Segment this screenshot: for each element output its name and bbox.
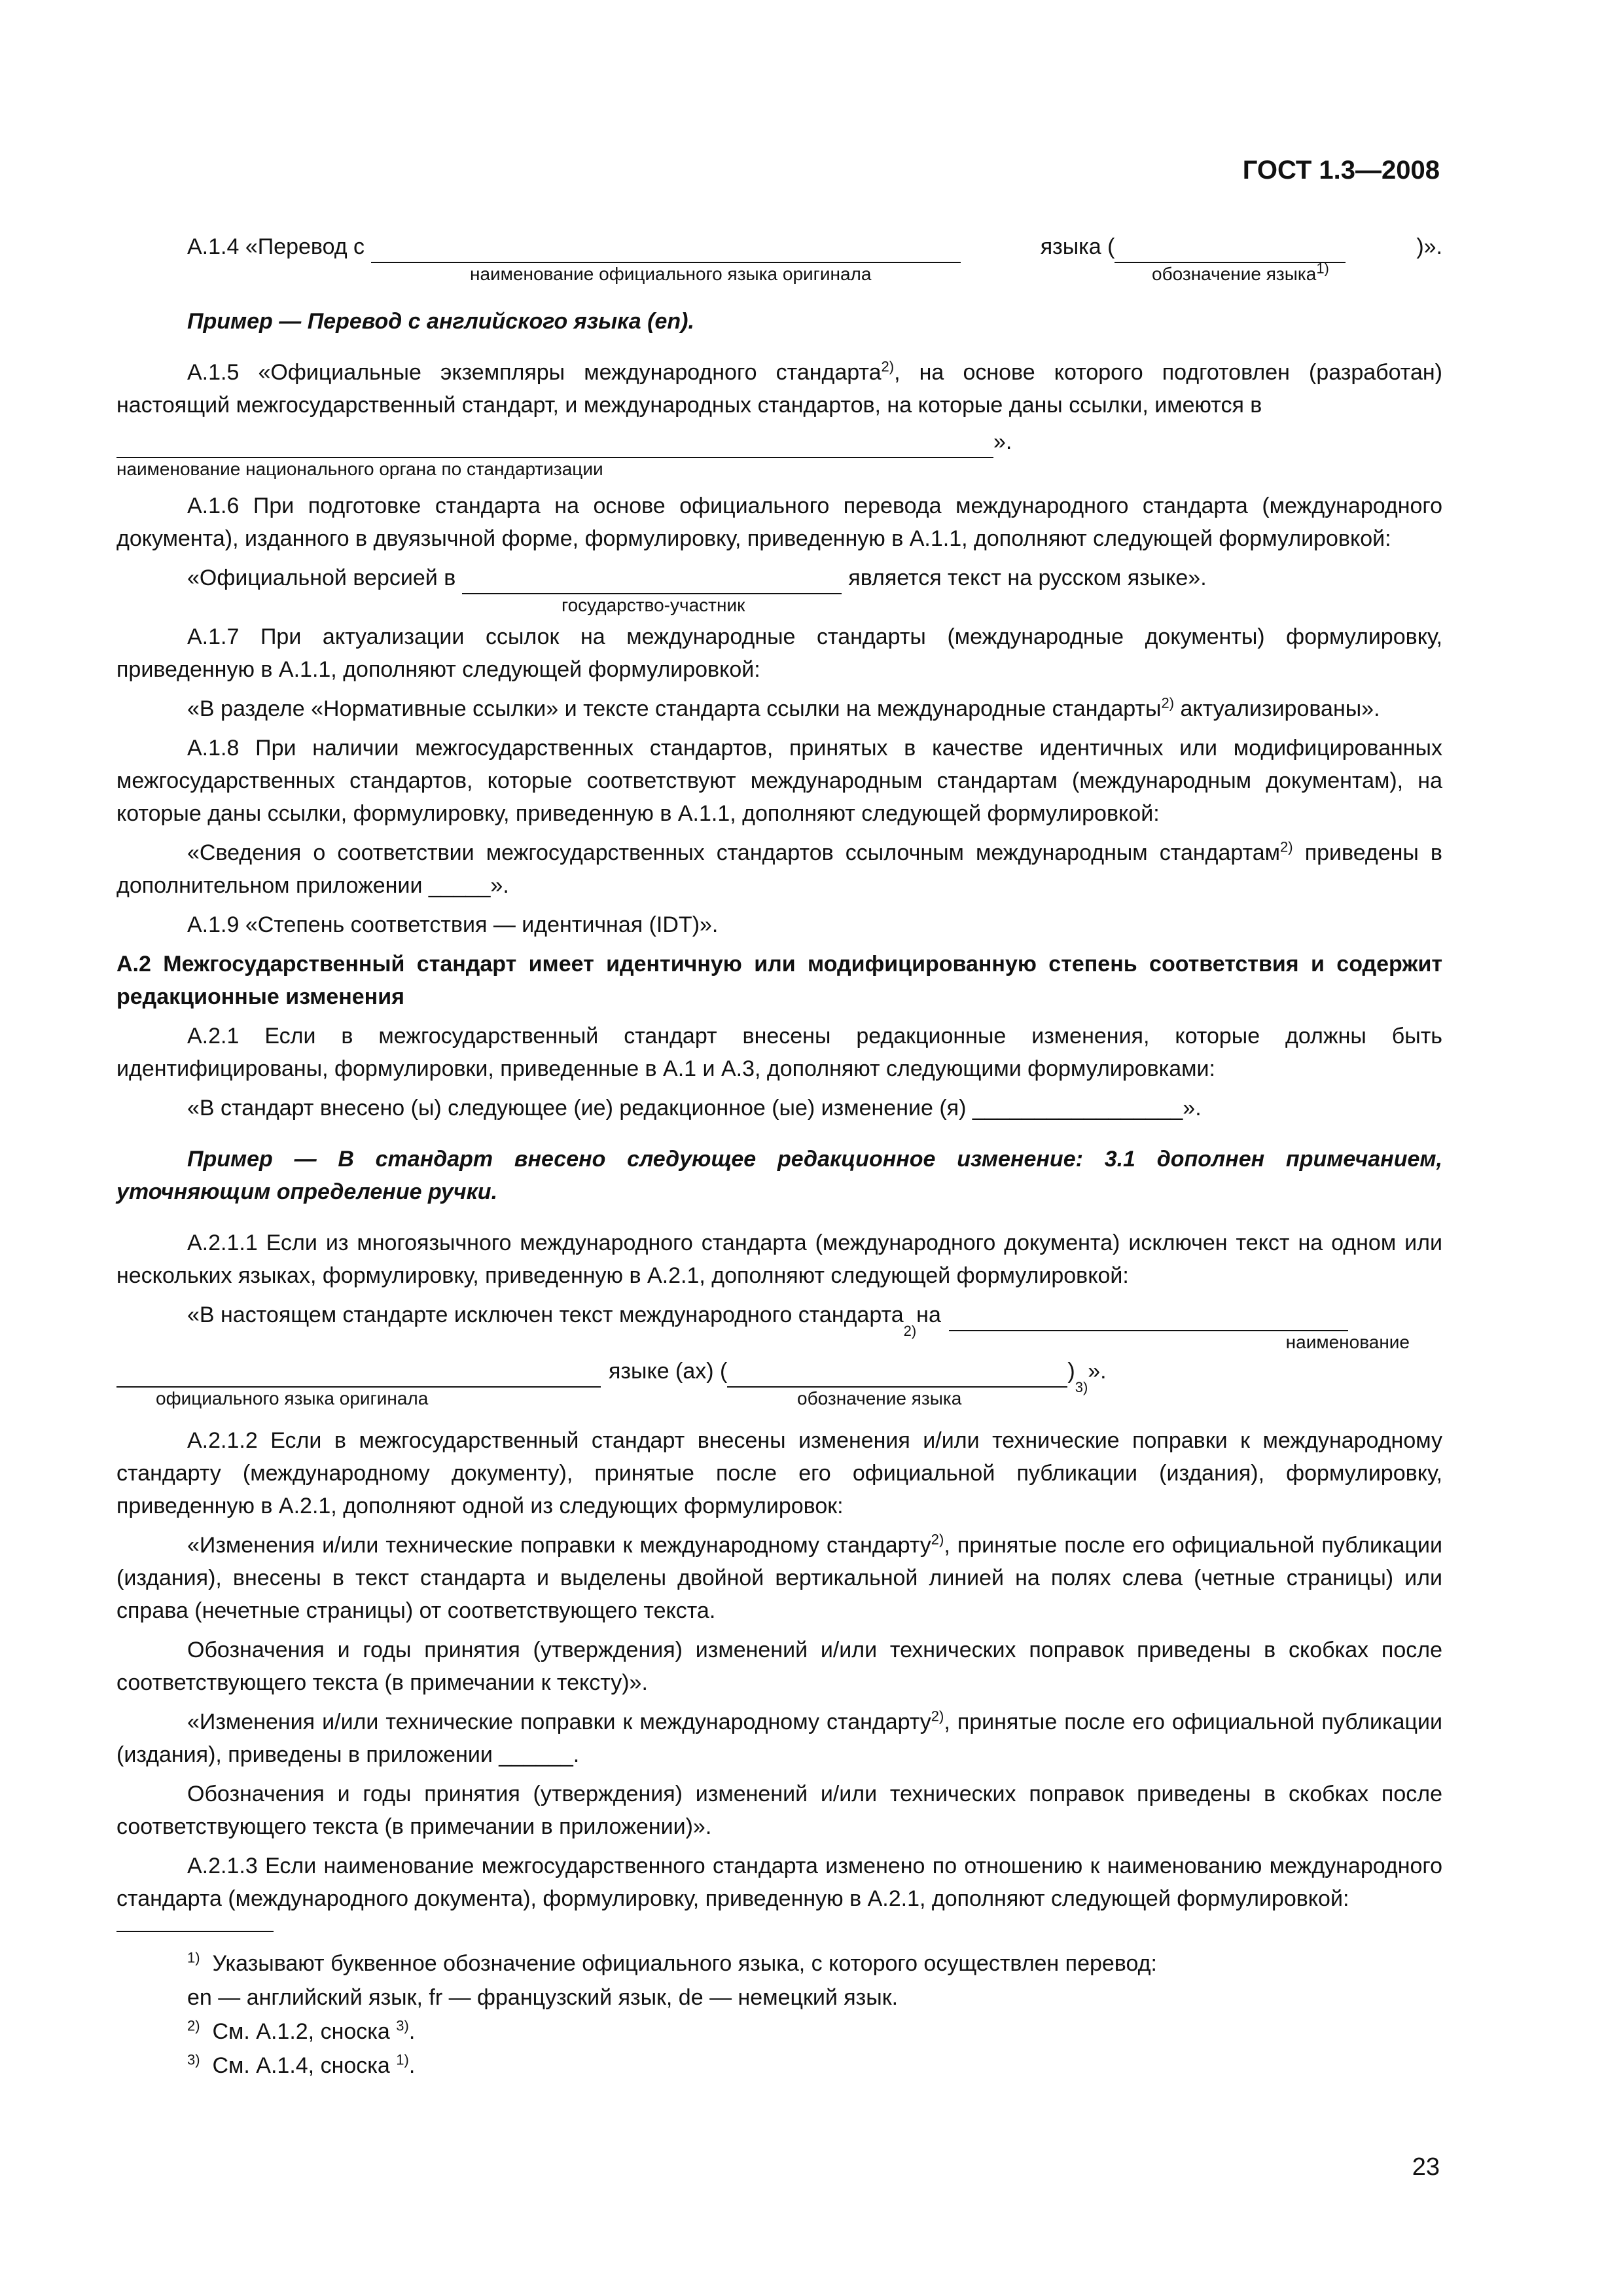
clause-a212: А.2.1.2 Если в межгосударственный стандарт внесены изменения и/или технические поправки к международному стандарту (международному документу), принятые после его официальной публикации (издания), формулировку, приведенную в А.2.1, дополняют одной из следующих формулировок: xyxy=(116,1428,1442,1518)
a15-blank-row: ». xyxy=(116,425,1442,458)
footnote-ref: 1) xyxy=(1316,260,1329,277)
clause-a21: А.2.1 Если в межгосударственный стандарт внесены редакционные изменения, которые должны быть идентифицированы, формулировки, приведенные в А.1 и А.3, дополняют следующими формулировками: xyxy=(116,1024,1442,1081)
main-content xyxy=(116,230,1442,1922)
clause-a212-q2c: Обозначения и годы принятия (утверждения) изменений и/или технических поправок приведены в скобках после соответствующего текста (в примечании в приложении)». xyxy=(116,1782,1442,1839)
page-number: 23 xyxy=(1412,2153,1440,2181)
clause-a15: А.1.5 «Официальные экземпляры международного стандарта$^{2)}$, на основе которого подготовлен (разработан) настоящий межгосударственный стандарт, и международных стандартов, на которые даны ссылки, имеются в xyxy=(116,358,1442,418)
footnote-1b: en — английский язык, fr — французский язык, de — немецкий язык. xyxy=(187,1985,899,2010)
a16-quote-row: «Официальной версией в является текст на русском языке». xyxy=(116,562,1442,594)
clause-a19: А.1.9 «Степень соответствия — идентичная (IDT)». xyxy=(187,912,719,937)
footnote-2: $^{2)}$ См. А.1.2, сноска $^{3)}$. xyxy=(187,2017,416,2044)
caption-standards-body: наименование национального органа по стандартизации xyxy=(116,459,603,479)
clause-a211: А.2.1.1 Если из многоязычного международного стандарта (международного документа) исключен текст на одном или нескольких языках, формулировку, приведенную в А.2.1, дополняют следующей формулировкой: xyxy=(116,1230,1442,1288)
footnote-ref: 2) xyxy=(931,1531,944,1548)
clause-a16: А.1.6 При подготовке стандарта на основе официального перевода международного стандарта (международного документа), изданного в двуязычной форме, формулировку, приведенную в А.1.1, дополняют следующей формулировкой: xyxy=(116,493,1442,551)
caption-member-state: государство-участник xyxy=(562,595,745,615)
standard-header: ГОСТ 1.3—2008 xyxy=(1242,156,1440,185)
clause-a212-q1: «Изменения и/или технические поправки к международному стандарту$^{2)}$, принятые после его официальной публикации (издания), внесены в текст стандарта и выделены двойной вертикальной линией на полях слева (четные страницы) или справа (нечетные страницы) от соответствующего текста. xyxy=(116,1531,1442,1623)
translation-line xyxy=(116,230,1442,263)
clause-a213: А.2.1.3 Если наименование межгосударственного стандарта изменено по отношению к наименованию международного стандарта (международного документа), формулировку, приведенную в А.2.1, дополняют следующей формулировкой: xyxy=(116,1854,1442,1911)
caption-language-code: обозначение языка xyxy=(1152,264,1317,284)
example-2: Пример — В стандарт внесено следующее редакционное изменение: 3.1 дополнен примечанием, уточняющим определение ручки. xyxy=(116,1147,1442,1204)
footnote-ref: 2) xyxy=(1161,694,1175,711)
standards-body-blank[interactable] xyxy=(116,431,993,458)
language-name-blank[interactable] xyxy=(371,236,961,263)
caption-language-name: наименование официального языка оригинала xyxy=(470,264,872,284)
footnote-divider xyxy=(116,1931,274,1932)
language-code-blank[interactable] xyxy=(1115,236,1346,263)
section-heading-a2: А.2 Межгосударственный стандарт имеет идентичную или модифицированную степень соответствия и содержит редакционные изменения xyxy=(116,952,1442,1009)
language-code-blank-2[interactable] xyxy=(727,1360,1067,1388)
clause-a21-quote: «В стандарт внесено (ы) следующее (ие) редакционное (ые) изменение (я) _________________». xyxy=(187,1096,1202,1121)
member-state-blank[interactable] xyxy=(462,567,842,594)
footnote-ref: 2) xyxy=(1280,838,1293,855)
caption-name: наименование xyxy=(1285,1332,1410,1352)
a211-line2: языке (ах) ( ) 3) ». xyxy=(116,1355,1442,1388)
clause-a17-quote: «В разделе «Нормативные ссылки» и тексте стандарта ссылки на международные стандарты$^{2)}$ актуализированы». xyxy=(187,694,1380,721)
clause-a212-q2: «Изменения и/или технические поправки к международному стандарту$^{2)}$, принятые после его официальной публикации (издания), приведены в приложении ______. xyxy=(116,1708,1442,1767)
caption-official-language: официального языка оригинала xyxy=(156,1388,429,1408)
a211-quote-row: «В настоящем стандарте исключен текст международного стандарта 2) на xyxy=(116,1299,1442,1331)
clause-a18-quote: «Сведения о соответствии межгосударственных стандартов ссылочным международным стандартам$^{2)}$ приведены в дополнительном приложении _____». xyxy=(116,838,1442,898)
a14-lead: А.1.4 «Перевод с xyxy=(187,234,365,259)
language-name-blank-2[interactable] xyxy=(949,1304,1348,1331)
footnote-3: $^{3)}$ См. А.1.4, сноска $^{1)}$. xyxy=(187,2051,416,2078)
a14-end: )». xyxy=(1416,234,1442,259)
footnote-ref: 2) xyxy=(931,1708,944,1725)
clause-a17: А.1.7 При актуализации ссылок на международные стандарты (международные документы) формулировку, приведенную в А.1.1, дополняют следующей формулировкой: xyxy=(116,624,1442,682)
clause-a14 xyxy=(116,230,1442,287)
a14-mid: языка ( xyxy=(1040,234,1115,259)
example-1: Пример — Перевод с английского языка (en). xyxy=(187,309,694,334)
clause-a212-q1c: Обозначения и годы принятия (утверждения) изменений и/или технических поправок приведены в скобках после соответствующего текста (в примечании к тексту)». xyxy=(116,1638,1442,1695)
caption-language-code-2: обозначение языка xyxy=(797,1388,962,1408)
footnote-1: $^{1)}$ Указывают буквенное обозначение официального языка, с которого осуществлен перевод: xyxy=(187,1949,1157,1976)
footnote-ref: 2) xyxy=(881,358,895,375)
footnotes xyxy=(116,1931,1442,2083)
language-name-blank-3[interactable] xyxy=(116,1360,601,1388)
clause-a18: А.1.8 При наличии межгосударственных стандартов, принятых в качестве идентичных или модифицированных межгосударственных стандартов, которые соответствуют международным стандартам (международным документам), на которые даны ссылки, формулировку, приведенную в А.1.1, дополняют следующей формулировкой: xyxy=(116,736,1442,826)
